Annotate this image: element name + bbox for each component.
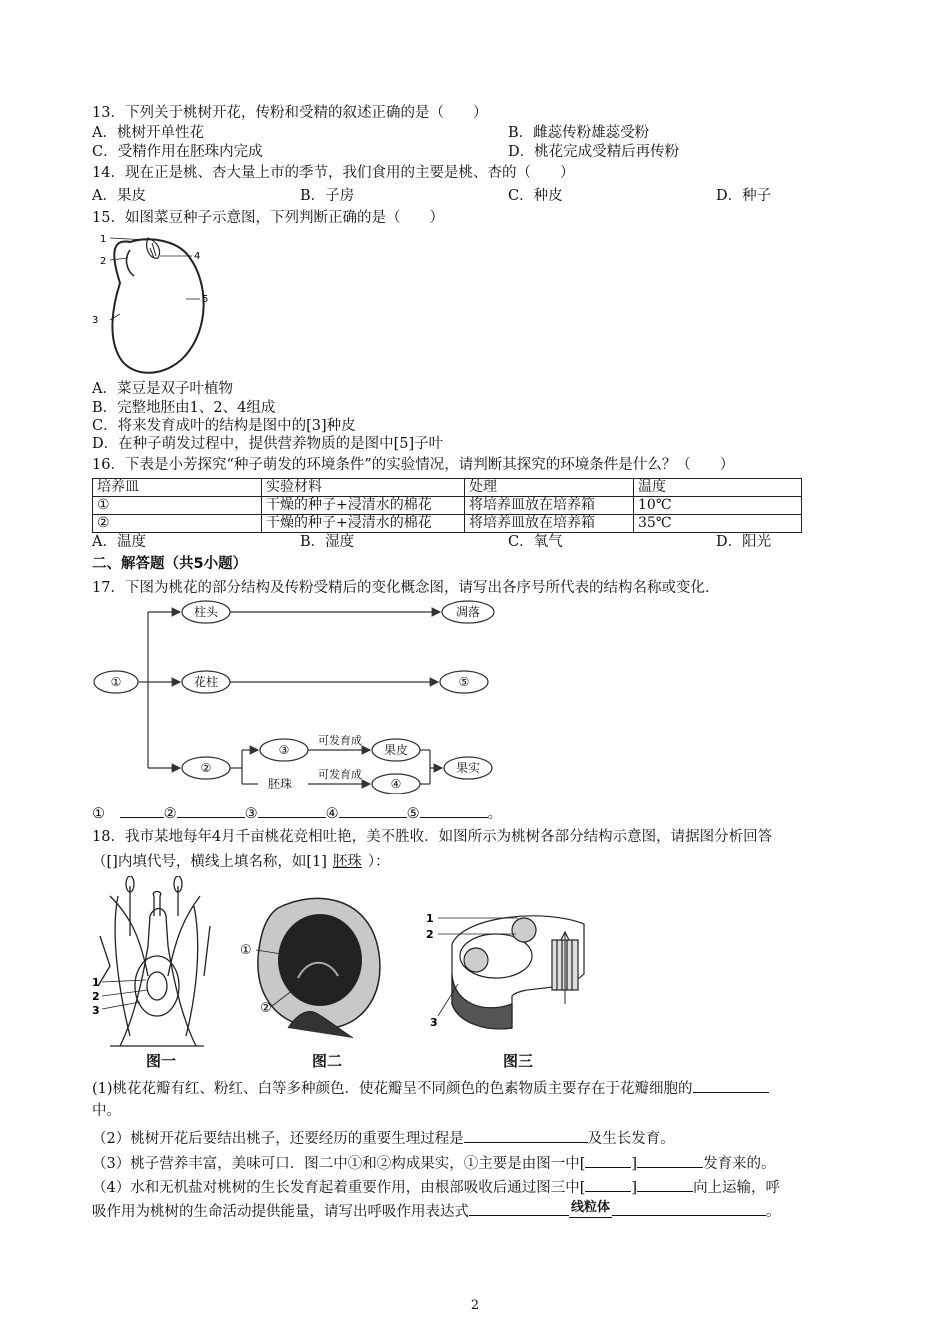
answer-blank-2[interactable]: [177, 803, 245, 818]
q18-stem: 18．我市某地每年4月千亩桃花竞相吐艳，美不胜收．如图所示为桃树各部分结构示意图，请据图分析回答: [92, 829, 773, 845]
table-cell: 干燥的种子+浸清水的棉花: [262, 515, 465, 533]
answer-blank-5[interactable]: [420, 803, 488, 818]
seed-label-3: 3: [92, 315, 99, 326]
q15-option-a: A．菜豆是双子叶植物: [92, 381, 233, 397]
q14-stem: 14．现在正是桃、杏大量上市的季节，我们食用的主要是桃、杏的（ ）: [92, 165, 575, 181]
seed-label-2: 2: [100, 256, 107, 267]
answer-blank-3[interactable]: [258, 803, 326, 818]
q18-part5: [92, 1201, 781, 1223]
q16-option-a: A．温度: [92, 534, 146, 550]
q13-stem: 13．下列关于桃树开花，传粉和受精的叙述正确的是（ ）: [92, 105, 488, 121]
q14-option-d: D．种子: [716, 188, 772, 204]
q18-blank-5a[interactable]: [469, 1201, 569, 1216]
node-5: ⑤: [458, 675, 470, 689]
table-header: 培养皿: [93, 479, 262, 497]
q14-option-c: C．种皮: [508, 188, 563, 204]
answer-label-3: ③: [244, 806, 258, 822]
q13-option-b: B．雌蕊传粉雄蕊受粉: [508, 125, 650, 141]
q13-option-d: D．桃花完成受精后再传粉: [508, 144, 680, 160]
q16-option-d: D．阳光: [716, 534, 772, 550]
table-header-row: [93, 479, 802, 497]
flower-diagram: [90, 876, 222, 1052]
q18-part2: [92, 1128, 675, 1148]
q18-blank-1[interactable]: [693, 1078, 769, 1093]
q16-stem: 16．下表是小芳探究“种子萌发的环境条件”的实验情况，请判断其探究的环境条件是什么？（ ）: [92, 457, 735, 473]
q15-option-d: D．在种子萌发过程中，提供营养物质的是图中[5]子叶: [92, 436, 444, 452]
seed-label-5: 5: [202, 294, 209, 305]
arrow-label-1: 可发育成: [318, 734, 362, 747]
q13-option-a: A．桃树开单性花: [92, 125, 204, 141]
fig2-label-2: ②: [260, 1001, 272, 1016]
seed-label-1: 1: [100, 234, 107, 245]
q18-instructions: [92, 853, 390, 871]
node-stigma: 柱头: [193, 605, 219, 619]
fig1-label-3: 3: [92, 1004, 100, 1017]
q18-instructions-text: （[]内填代号，横线上填名称，如[1]: [92, 854, 327, 870]
node-wither: 凋落: [455, 605, 481, 619]
arrow-label-2: 可发育成: [318, 768, 362, 781]
q16-option-c: C．氧气: [508, 534, 563, 550]
q18-blank-2[interactable]: [464, 1128, 588, 1143]
table-cell: 将培养皿放在培养箱: [465, 497, 634, 515]
fig3-label-2: 2: [426, 928, 434, 941]
fig1-label-1: 1: [92, 976, 100, 989]
table-cell: ①: [93, 497, 262, 515]
fig1-caption: 图一: [146, 1052, 177, 1070]
node-fruit: 果实: [455, 761, 481, 775]
mitochondria-arrow-label: 线粒体: [569, 1199, 612, 1218]
q18-part1-text: (1)桃花花瓣有红、粉红、白等多种颜色．使花瓣呈不同颜色的色素物质主要存在于花瓣细胞的: [92, 1081, 693, 1097]
node-3: ③: [278, 743, 290, 757]
fig2-label-1: ①: [240, 943, 252, 958]
q18-part4: [92, 1177, 780, 1197]
table-cell: 10℃: [634, 497, 802, 515]
answer-label-1: ①: [92, 806, 105, 822]
q18-part1-end: 中。: [92, 1103, 121, 1119]
q15-stem: 15．如图菜豆种子示意图，下列判断正确的是（ ）: [92, 210, 444, 226]
bean-seed-diagram: [90, 228, 220, 378]
table-cell: ②: [93, 515, 262, 533]
q18-blank-3b[interactable]: [637, 1153, 703, 1168]
answer-label-4: ④: [325, 806, 339, 822]
answer-end: 。: [487, 806, 503, 822]
answer-label-5: ⑤: [406, 806, 420, 822]
q14-option-a: A．果皮: [92, 188, 146, 204]
table-header: 温度: [634, 479, 802, 497]
q18-part4-end: 向上运输，呼: [693, 1180, 781, 1196]
q18-blank-4a[interactable]: [585, 1177, 631, 1192]
q18-part4-bracket: ]: [631, 1180, 638, 1196]
q18-blank-4b[interactable]: [637, 1177, 693, 1192]
q18-part3-bracket: ]: [631, 1156, 638, 1172]
page-number: 2: [470, 1298, 480, 1313]
node-2: ②: [200, 761, 212, 775]
q18-part2-text: （2）桃树开花后要结出桃子，还要经历的重要生理过程是: [92, 1131, 464, 1147]
experiment-table: [92, 478, 802, 533]
node-1: ①: [110, 675, 122, 689]
q18-example-answer: 胚珠: [332, 854, 362, 870]
q18-part3-end: 发育来的。: [703, 1156, 776, 1172]
q18-part5-end: 。: [766, 1204, 781, 1220]
peach-diagram: [238, 888, 398, 1048]
node-style: 花柱: [193, 675, 219, 689]
node-4: ④: [390, 777, 402, 791]
q18-blank-5b[interactable]: [612, 1201, 766, 1216]
table-header: 处理: [465, 479, 634, 497]
table-row: [93, 497, 802, 515]
table-header: 实验材料: [262, 479, 465, 497]
section-heading: 二、解答题（共5小题）: [92, 556, 248, 572]
fig1-label-2: 2: [92, 990, 100, 1003]
q14-option-b: B．子房: [300, 188, 355, 204]
node-pericarp: 果皮: [383, 743, 409, 757]
fig3-caption: 图三: [503, 1052, 534, 1070]
table-cell: 干燥的种子+浸清水的棉花: [262, 497, 465, 515]
answer-blank-1[interactable]: [120, 803, 164, 818]
fig3-label-3: 3: [430, 1016, 438, 1029]
q18-part3-text: （3）桃子营养丰富，美味可口．图二中①和②构成果实，①主要是由图一中[: [92, 1156, 586, 1172]
table-cell: 将培养皿放在培养箱: [465, 515, 634, 533]
stem-diagram: [424, 904, 614, 1044]
answer-blank-4[interactable]: [339, 803, 407, 818]
q18-part5-text: 吸作用为桃树的生命活动提供能量，请写出呼吸作用表达式: [92, 1204, 469, 1220]
q18-part3: [92, 1153, 776, 1173]
q18-part2-end: 及生长发育。: [587, 1131, 675, 1147]
q15-option-c: C．将来发育成叶的结构是图中的[3]种皮: [92, 418, 356, 434]
q18-blank-3a[interactable]: [585, 1153, 631, 1168]
fig3-label-1: 1: [426, 912, 434, 925]
q16-option-b: B．湿度: [300, 534, 355, 550]
q13-option-c: C．受精作用在胚珠内完成: [92, 144, 263, 160]
q18-part4-text: （4）水和无机盐对桃树的生长发育起着重要作用，由根部吸收后通过图三中[: [92, 1180, 586, 1196]
fig2-caption: 图二: [312, 1052, 343, 1070]
q18-instructions-end: ）：: [367, 854, 390, 870]
q17-answer-line: [92, 803, 502, 823]
node-ovule: 胚珠: [267, 777, 293, 791]
q18-part1: [92, 1078, 769, 1098]
q17-stem: 17．下图为桃花的部分结构及传粉受精后的变化概念图，请写出各序号所代表的结构名称或变化．: [92, 580, 720, 596]
concept-map: [90, 598, 500, 794]
q15-option-b: B．完整地胚由1、2、4组成: [92, 400, 276, 416]
table-row: [93, 515, 802, 533]
seed-label-4: 4: [194, 251, 201, 262]
answer-label-2: ②: [163, 806, 177, 822]
table-cell: 35℃: [634, 515, 802, 533]
